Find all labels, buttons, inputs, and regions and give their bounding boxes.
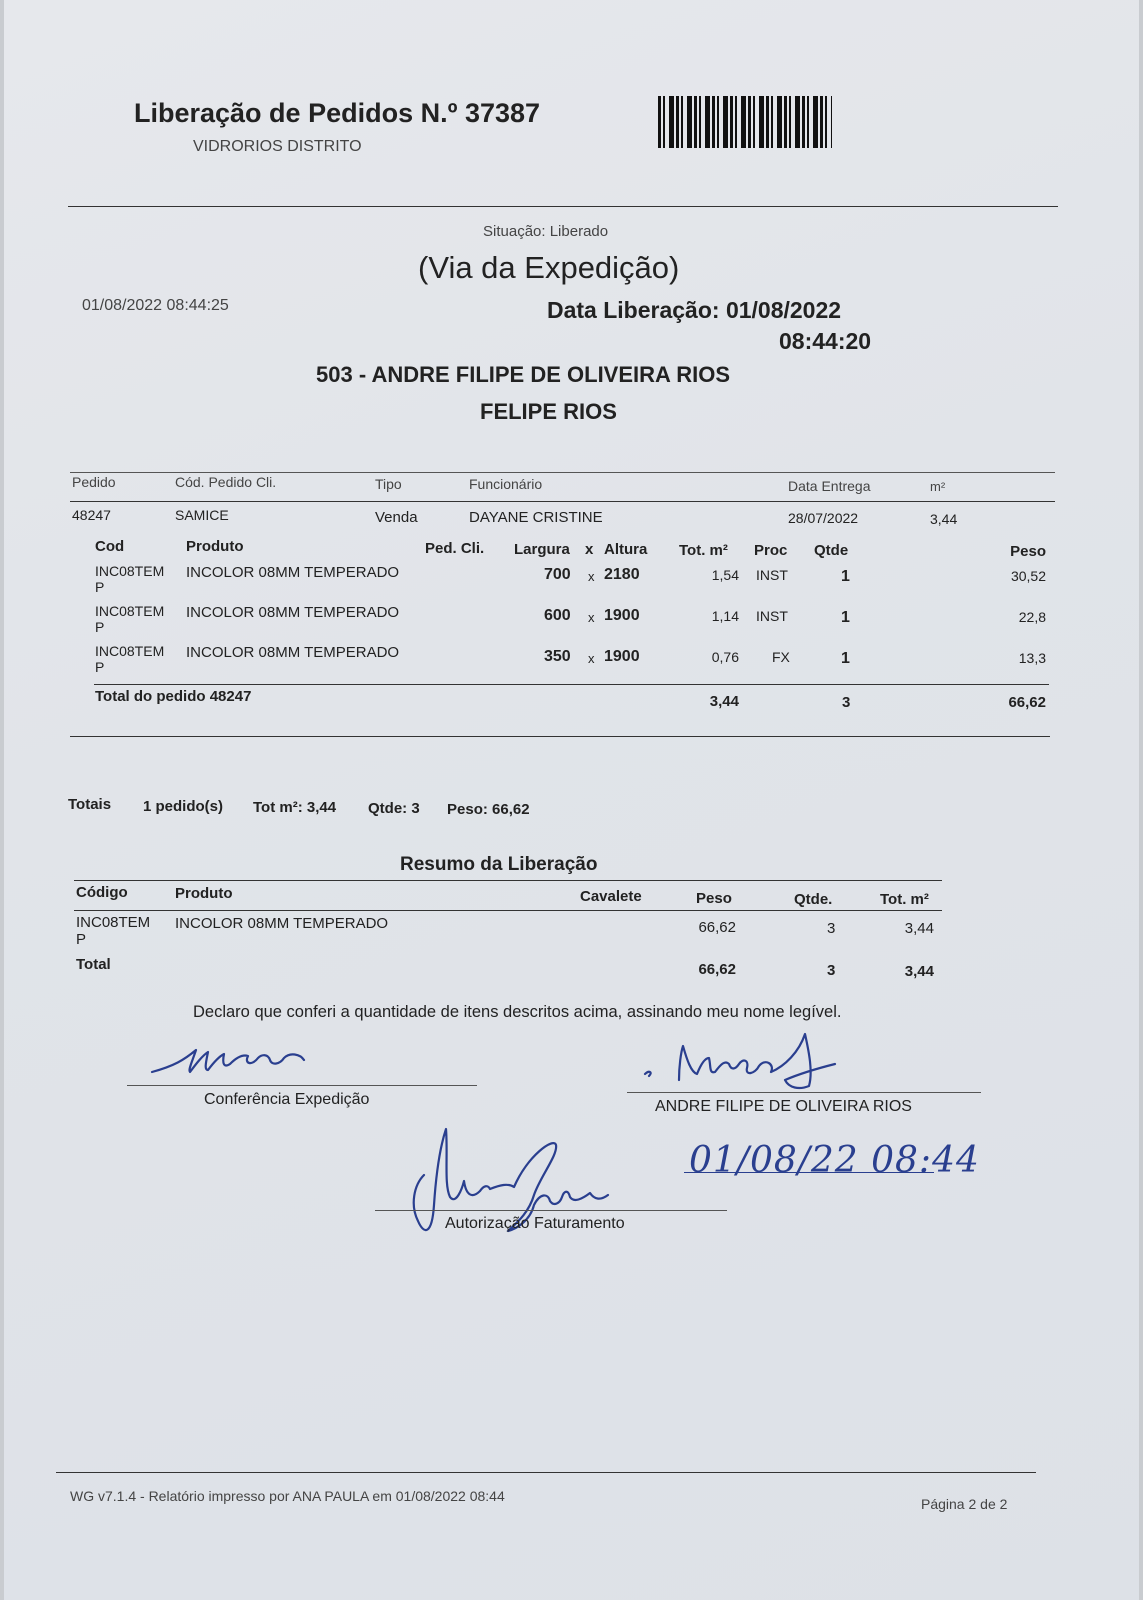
summary-qtde: 3 bbox=[827, 920, 836, 937]
declaration-text: Declaro que conferi a quantidade de itens descritos acima, assinando meu nome legível. bbox=[193, 1003, 842, 1021]
items-col-produto: Produto bbox=[186, 538, 244, 555]
handwritten-date: 01/08/22 08:44 bbox=[689, 1140, 980, 1181]
item-altura: 1900 bbox=[604, 648, 640, 665]
col-cod-pedido-cli: Cód. Pedido Cli. bbox=[175, 474, 277, 490]
items-col-x: x bbox=[585, 541, 594, 558]
col-m2: m² bbox=[930, 479, 946, 494]
summary-total-qtde: 3 bbox=[827, 962, 836, 979]
item-qtde: 1 bbox=[841, 609, 850, 626]
item-cod: INC08TEM bbox=[95, 643, 165, 659]
summary-col-codigo: Código bbox=[76, 884, 128, 901]
summary-col-peso: Peso bbox=[696, 890, 732, 907]
totals-peso: Peso: 66,62 bbox=[447, 801, 530, 818]
item-peso: 13,3 bbox=[1018, 650, 1046, 666]
col-pedido: Pedido bbox=[72, 474, 116, 490]
item-altura: 1900 bbox=[604, 607, 640, 624]
order-m2: 3,44 bbox=[930, 511, 958, 527]
items-col-ped-cli: Ped. Cli. bbox=[425, 540, 485, 557]
totals-qtde: Qtde: 3 bbox=[368, 800, 420, 817]
document-title: Liberação de Pedidos N.º 37387 bbox=[134, 98, 541, 128]
order-total-peso: 66,62 bbox=[1008, 694, 1046, 711]
release-time: 08:44:20 bbox=[779, 328, 872, 354]
item-x: x bbox=[588, 610, 595, 625]
item-qtde: 1 bbox=[841, 568, 850, 585]
item-altura: 2180 bbox=[604, 566, 640, 583]
items-col-proc: Proc bbox=[754, 542, 788, 559]
item-tot-m2: 0,76 bbox=[711, 649, 739, 665]
order-cod-pedido-cli: SAMICE bbox=[175, 507, 229, 523]
summary-peso: 66,62 bbox=[698, 919, 736, 936]
summary-col-produto: Produto bbox=[175, 885, 233, 902]
client-name: 503 - ANDRE FILIPE DE OLIVEIRA RIOS bbox=[316, 362, 730, 387]
signature-expedicao bbox=[144, 1040, 344, 1080]
order-data-entrega: 28/07/2022 bbox=[788, 510, 859, 526]
footer-printed-by: WG v7.1.4 - Relatório impresso por ANA PAULA em 01/08/2022 08:44 bbox=[70, 1488, 505, 1504]
item-cod-cont: P bbox=[95, 619, 105, 635]
company-name: VIDRORIOS DISTRITO bbox=[193, 138, 362, 155]
item-tot-m2: 1,54 bbox=[711, 567, 739, 583]
item-cod-cont: P bbox=[95, 579, 105, 595]
summary-codigo: INC08TEM bbox=[76, 914, 151, 931]
item-largura: 700 bbox=[544, 566, 571, 583]
order-total-label: Total do pedido 48247 bbox=[95, 688, 252, 705]
totals-m2: Tot m²: 3,44 bbox=[253, 799, 337, 816]
order-pedido: 48247 bbox=[72, 507, 111, 523]
summary-codigo-cont: P bbox=[76, 931, 87, 948]
item-peso: 30,52 bbox=[1010, 568, 1046, 584]
footer-page-number: Página 2 de 2 bbox=[921, 1496, 1008, 1512]
item-qtde: 1 bbox=[841, 650, 850, 667]
item-proc: FX bbox=[772, 649, 790, 665]
summary-produto: INCOLOR 08MM TEMPERADO bbox=[175, 915, 389, 932]
summary-title: Resumo da Liberação bbox=[400, 854, 598, 875]
order-tipo: Venda bbox=[375, 509, 418, 526]
summary-total-label: Total bbox=[76, 956, 111, 973]
item-cod: INC08TEM bbox=[95, 563, 165, 579]
summary-col-qtde: Qtde. bbox=[794, 891, 833, 908]
items-col-cod: Cod bbox=[95, 538, 125, 555]
items-col-largura: Largura bbox=[514, 541, 570, 558]
col-tipo: Tipo bbox=[375, 476, 402, 492]
status-text: Situação: Liberado bbox=[483, 223, 609, 240]
barcode-image bbox=[658, 96, 832, 148]
item-x: x bbox=[588, 651, 595, 666]
item-cod: INC08TEM bbox=[95, 603, 165, 619]
order-funcionario: DAYANE CRISTINE bbox=[469, 509, 603, 526]
col-data-entrega: Data Entrega bbox=[788, 478, 871, 494]
item-produto: INCOLOR 08MM TEMPERADO bbox=[186, 604, 400, 621]
item-largura: 350 bbox=[544, 648, 571, 665]
signature-client-label: ANDRE FILIPE DE OLIVEIRA RIOS bbox=[655, 1098, 912, 1115]
order-total-qtde: 3 bbox=[842, 694, 851, 711]
release-date: Data Liberação: 01/08/2022 bbox=[547, 297, 842, 323]
item-peso: 22,8 bbox=[1018, 609, 1046, 625]
item-x: x bbox=[588, 569, 595, 584]
signature-faturamento-label: Autorização Faturamento bbox=[445, 1215, 625, 1232]
items-col-qtde: Qtde bbox=[814, 542, 849, 559]
col-funcionario: Funcionário bbox=[469, 476, 543, 492]
totals-pedidos: 1 pedido(s) bbox=[143, 798, 224, 815]
items-col-peso: Peso bbox=[1010, 543, 1046, 560]
item-largura: 600 bbox=[544, 607, 571, 624]
item-proc: INST bbox=[756, 567, 788, 583]
item-produto: INCOLOR 08MM TEMPERADO bbox=[186, 644, 400, 661]
items-col-altura: Altura bbox=[604, 541, 648, 558]
item-proc: INST bbox=[756, 608, 788, 624]
totals-label: Totais bbox=[68, 796, 112, 813]
signature-client bbox=[639, 1030, 869, 1100]
summary-total-peso: 66,62 bbox=[698, 961, 736, 978]
summary-tot-m2: 3,44 bbox=[904, 920, 934, 937]
summary-col-tot-m2: Tot. m² bbox=[880, 891, 929, 908]
copy-type: (Via da Expedição) bbox=[418, 250, 680, 285]
print-datetime: 01/08/2022 08:44:25 bbox=[82, 297, 229, 314]
item-produto: INCOLOR 08MM TEMPERADO bbox=[186, 564, 400, 581]
item-cod-cont: P bbox=[95, 659, 105, 675]
document-page bbox=[4, 0, 1139, 1600]
client-nickname: FELIPE RIOS bbox=[480, 399, 617, 424]
signature-expedicao-label: Conferência Expedição bbox=[204, 1091, 370, 1108]
items-col-tot-m2: Tot. m² bbox=[679, 542, 728, 559]
item-tot-m2: 1,14 bbox=[711, 608, 739, 624]
summary-total-tot-m2: 3,44 bbox=[904, 963, 934, 980]
summary-col-cavalete: Cavalete bbox=[580, 888, 642, 905]
order-total-m2: 3,44 bbox=[709, 693, 739, 710]
